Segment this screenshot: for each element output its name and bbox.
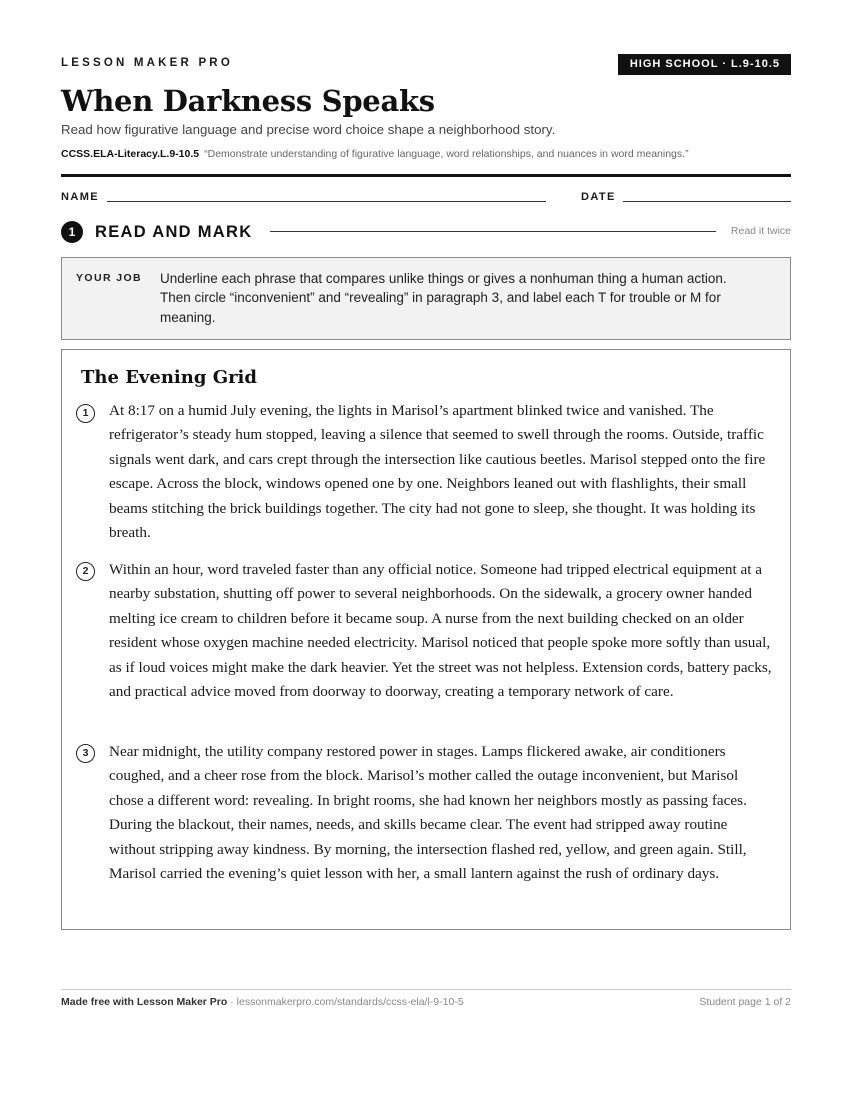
standard-text: “Demonstrate understanding of figurative language, word relationships, and nuances in word meanings.” [204, 148, 689, 160]
paragraph-number-2: 2 [76, 562, 95, 581]
page-title: When Darkness Speaks [61, 84, 435, 118]
page-subtitle: Read how figurative language and precise word choice shape a neighborhood story. [61, 122, 556, 137]
instructions-label: YOUR JOB [76, 272, 143, 284]
footer-credit [61, 996, 464, 1008]
footer-made-with: Made free with Lesson Maker Pro [61, 996, 228, 1008]
standard-code: CCSS.ELA-Literacy.L.9-10.5 [61, 148, 200, 160]
worksheet-page [61, 0, 791, 1100]
passage-paragraph-3[interactable]: Near midnight, the utility company restored power in stages. Lamps flickered awake, air conditioners coughed, and a cheer rose from the block. Marisol’s mother called the outage inconvenient, but Marisol chose a different word: revealing. In bright rooms, she had known her neighbors mostly as passing faces. During the blackout, their names, needs, and skills became clear. The event had stripped away routine without stripping away kindness. By morning, the intersection flashed red, yellow, and green again. Still, Marisol carried the evening’s quiet lesson with her, a small lantern against the rush of ordinary days. [109, 743, 747, 883]
date-field[interactable] [623, 201, 791, 202]
instructions-text: Underline each phrase that compares unlike things or gives a nonhuman thing a human action. Then circle “inconvenient” and “revealing” in paragraph 3, and label each T for trouble or M for meaning. [160, 271, 727, 325]
reading-passage-box [61, 349, 791, 930]
date-label: DATE [581, 191, 616, 203]
page-indicator: Student page 1 of 2 [699, 996, 791, 1008]
section-divider [270, 231, 716, 232]
footer-url[interactable]: · lessonmakerpro.com/standards/ccss-ela/l-9-10-5 [230, 996, 464, 1008]
passage-paragraph-2[interactable]: Within an hour, word traveled faster than any official notice. Someone had tripped electrical equipment at a nearby substation, shutting off power to several neighborhoods. On the sidewalk, a grocery owner handed melting ice cream to children before it became soup. A nurse from the next building checked on an older resident whose oxygen machine needed electricity. Marisol noticed that people spoke more softly than usual, as if loud voices might make the dark heavier. Yet the street was not helpless. Extension cords, battery packs, and practical advice moved from doorway to doorway, creating a temporary network of care. [109, 561, 772, 701]
brand-name: LESSON MAKER PRO [61, 57, 233, 69]
paragraph-number-3: 3 [76, 744, 95, 763]
level-badge: HIGH SCHOOL · L.9-10.5 [618, 54, 791, 75]
section-number-badge: 1 [61, 221, 83, 243]
standard-line [61, 148, 689, 160]
paragraph-number-1: 1 [76, 404, 95, 423]
footer-divider [61, 989, 791, 990]
passage-paragraph-1[interactable]: At 8:17 on a humid July evening, the lights in Marisol’s apartment blinked twice and vanished. The refrigerator’s steady hum stopped, leaving a silence that seemed to swell through the rooms. Outside, traffic signals went dark, and cars crept through the intersection like cautious beetles. Marisol stepped onto the fire escape. Across the block, windows opened one by one. Neighbors leaned out with flashlights, their small beams stitching the brick buildings together. The city had not gone to sleep, she thought. It was holding its breath. [109, 402, 766, 542]
section-title: READ AND MARK [95, 223, 253, 241]
instructions-box [61, 257, 791, 340]
passage-title: The Evening Grid [81, 367, 257, 388]
name-field[interactable] [107, 201, 546, 202]
header-divider [61, 174, 791, 177]
name-label: NAME [61, 191, 99, 203]
section-note: Read it twice [730, 225, 791, 237]
